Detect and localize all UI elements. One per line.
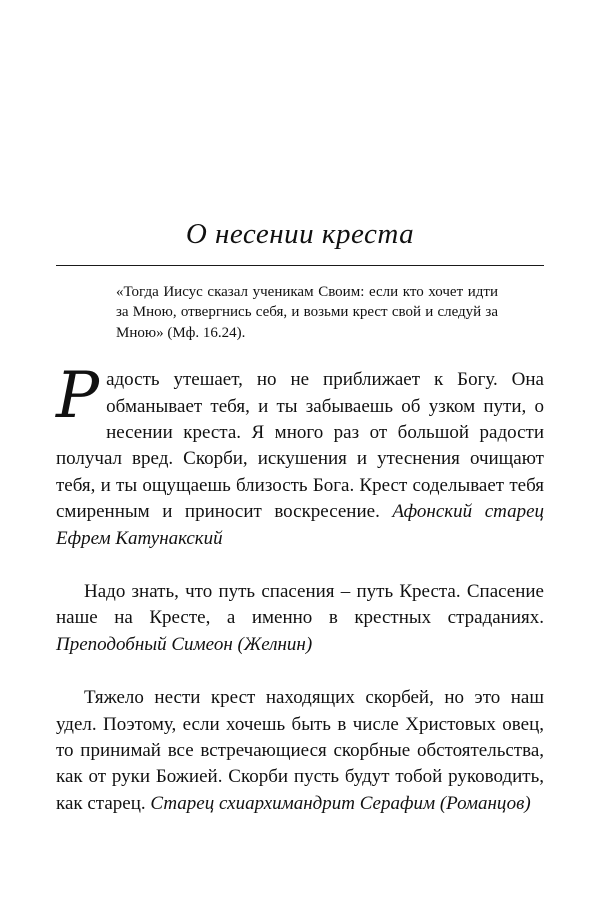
- attribution: Преподобный Симеон (Желнин): [56, 633, 313, 655]
- page-title: О несении креста: [185, 218, 415, 250]
- paragraph-text: Надо знать, что путь спасения – путь Креста. Спасение наше на Кресте, а именно в крестных страданиях.: [56, 581, 544, 629]
- epigraph: «Тогда Иисус сказал ученикам Своим: если кто хочет идти за Мною, отвергнись себя, и возьми крест свой и следуй за Мною» (Мф. 16.24).: [116, 284, 498, 341]
- paragraph: [56, 579, 544, 658]
- paragraph-text: Тяжело нести крест находящих скорбей, но это наш удел. Поэтому, если хочешь быть в числе Христовых овец, то принимай все встречающиеся скорбные обстоятельства, как от руки Божией. Скорби пусть будут тобой руководить, как старец.: [56, 687, 544, 814]
- title-divider: [56, 265, 544, 266]
- paragraph: [56, 359, 545, 552]
- dropcap-letter: Р: [56, 359, 100, 434]
- paragraph-text: адость утешает, но не приближает к Богу. Она обманывает тебя, и ты забываешь об узком пути, о несении креста. Я много раз от большой радости получал вред. Скорби, искушения и утеснения очищают тебя, и ты ощущаешь близость Бога. Крест соделывает тебя смиренным и приносит воскресение.: [56, 369, 544, 523]
- paragraph: [56, 685, 544, 817]
- attribution: Старец схиархимандрит Серафим (Романцов): [150, 792, 531, 814]
- attribution: Афонский старец Ефрем Катунакский: [56, 501, 545, 549]
